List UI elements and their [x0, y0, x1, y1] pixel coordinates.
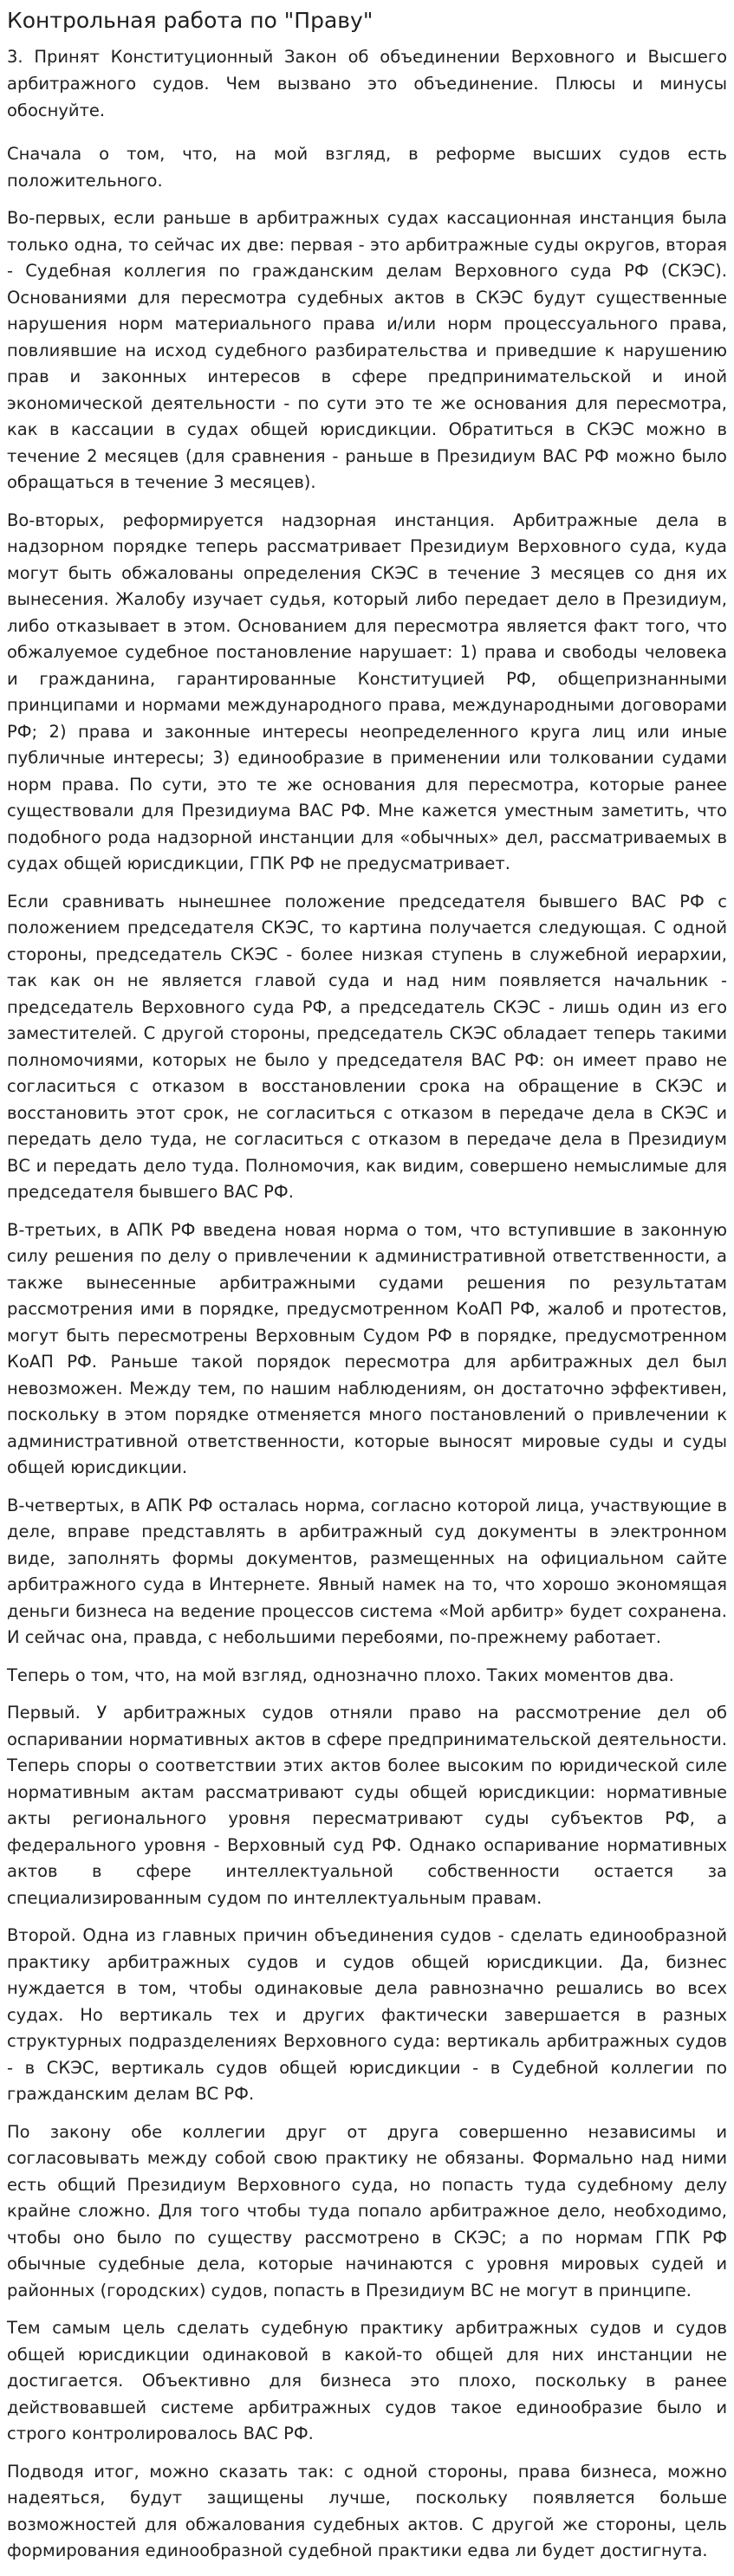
paragraph-third-point: В-третьих, в АПК РФ введена новая норма о том, что вступившие в законную силу решения по делу о привлечении к административной ответственности, а также вынесенные арбитражными судами решения по результатам рассмотрения ими в порядке, предусмотренном КоАП РФ, жалоб и протестов, могут быть пересмотрены Верховным Судом РФ в порядке, предусмотренном КоАП РФ. Раньше такой порядок пересмотра для арбитражных дел был невозможен. Между тем, по нашим наблюдениям, он достаточно эффективен, поскольку в этом порядке отменяется много постановлений о привлечении к административной ответственности, которые выносят мировые суды и суды общей юрисдикции.: [7, 1219, 727, 1477]
paragraph-conclusion: Подводя итог, можно сказать так: с одной стороны, права бизнеса, можно надеяться, будут защищены лучше, поскольку появляется больше возможностей для обжалования судебных актов. С другой же стороны, цель формирования единообразной судебной практики едва ли будет достигнута.: [7, 2461, 727, 2560]
paragraph-collegia-independence: По закону обе коллегии друг от друга совершенно независимы и согласовывать между собой свою практику не обязаны. Формально над ними есть общий Президиум Верховного суда, но попасть туда судебному делу крайне сложно. Для того чтобы туда попало арбитражное дело, необходимо, чтобы оно было по существу рассмотрено в СКЭС; а по нормам ГПК РФ обычные судебные дела, которые начинаются с уровня мировых судей и районных (городских) судов, попасть в Президиум ВС не могут в принципе.: [7, 2121, 727, 2300]
paragraph-intro: Сначала о том, что, на мой взгляд, в реформе высших судов есть положительного.: [7, 144, 727, 191]
document-title: Контрольная работа по "Праву": [7, 8, 373, 33]
paragraph-second-point: Во-вторых, реформируется надзорная инстанция. Арбитражные дела в надзорном порядке теперь рассматривает Президиум Верховного суда, куда могут быть обжалованы определения СКЭС в течение 3 месяцев со дня их вынесения. Жалобу изучает судья, который либо передает дело в Президиум, либо отказывает в этом. Основанием для пересмотра является факт того, что обжалуемое судебное постановление нарушает: 1) права и свободы человека и гражданина, гарантированные Конституцией РФ, общепризнанными принципами и нормами международного права, международными договорами РФ; 2) права и законные интересы неопределенного круга лиц или иные публичные интересы; 3) единообразие в применении или толковании судами норм права. По сути, это те же основания для пересмотра, которые ранее существовали для Президиума ВАС РФ. Мне кажется уместным заметить, что подобного рода надзорной инстанции для «обычных» дел, рассматриваемых в судах общей юрисдикции, ГПК РФ не предусматривает.: [7, 509, 727, 873]
paragraph-first-point: Во-первых, если раньше в арбитражных судах кассационная инстанция была только одна, то сейчас их две: первая - это арбитражные суды округов, вторая - Судебная коллегия по гражданским делам Верховного суда РФ (СКЭС). Основаниями для пересмотра судебных актов в СКЭС будут существенные нарушения норм материального права и/или норм процессуального права, повлиявшие на исход судебного разбирательства и приведшие к нарушению прав и законных интересов в сфере предпринимательской и иной экономической деятельности - по сути это те же основания для пересмотра, как в кассации в судах общей юрисдикции. Обратиться в СКЭС можно в течение 2 месяцев (для сравнения - раньше в Президиум ВАС РФ можно было обращаться в течение 3 месяцев).: [7, 208, 727, 492]
paragraph-negative-second: Второй. Одна из главных причин объединения судов - сделать единообразной практику арбитражных судов и судов общей юрисдикции. Да, бизнес нуждается в том, чтобы одинаковые дела равнозначно решались во всех судах. Но вертикаль тех и других фактически завершается в разных структурных подразделениях Верховного суда: вертикаль арбитражных судов - в СКЭС, вертикаль судов общей юрисдикции - в Судебной коллегии по гражданским делам ВС РФ.: [7, 1925, 727, 2104]
question-text: 3. Принят Конституционный Закон об объединении Верховного и Высшего арбитражного судов. Чем вызвано это объединение. Плюсы и минусы обоснуйте.: [7, 47, 727, 120]
paragraph-chairman-comparison: Если сравнивать нынешнее положение председателя бывшего ВАС РФ с положением председателя СКЭС, то картина получается следующая. С одной стороны, председатель СКЭС - более низкая ступень в служебной иерархии, так как он не является главой суда и над ним появляется начальник - председатель Верховного суда РФ, а председатель СКЭС - лишь один из его заместителей. С другой стороны, председатель СКЭС обладает теперь такими полномочиями, которых не было у председателя ВАС РФ: он имеет право не согласиться с отказом в восстановлении срока на обращение в СКЭС и восстановить этот срок, не согласиться с отказом в передаче дела в СКЭС и передать дело туда, не согласиться с отказом в передаче дела в Президиум ВС и передать дело туда. Полномочия, как видим, совершено немыслимые для председателя бывшего ВАС РФ.: [7, 891, 727, 1202]
paragraph-goal-not-achieved: Тем самым цель сделать судебную практику арбитражных судов и судов общей юрисдикции одинаковой в какой-то общей для них инстанции не достигается. Объективно для бизнеса это плохо, поскольку в ранее действовавшей системе арбитражных судов такое единообразие было и строго контролировалось ВАС РФ.: [7, 2318, 727, 2443]
paragraph-negative-first: Первый. У арбитражных судов отняли право на рассмотрение дел об оспаривании нормативных актов в сфере предпринимательской деятельности. Теперь споры о соответствии этих актов более высоким по юридической силе нормативным актам рассматривают суды общей юрисдикции: нормативные акты регионального уровня пересматривают суды субъектов РФ, а федерального уровня - Верховный суд РФ. Однако оспаривание нормативных актов в сфере интеллектуальной собственности остается за специализированным судом по интеллектуальным правам.: [7, 1703, 727, 1908]
paragraph-fourth-point: В-четвертых, в АПК РФ осталась норма, согласно которой лица, участвующие в деле, вправе представлять в арбитражный суд документы в электронном виде, заполнять формы документов, размещенных на официальном сайте арбитражного суда в Интернете. Явный намек на то, что хорошо экономящая деньги бизнеса на ведение процессов система «Мой арбитр» будет сохранена. И сейчас она, правда, с небольшими перебоями, по-прежнему работает.: [7, 1495, 727, 1647]
paragraph-negatives-intro: Теперь о том, что, на мой взгляд, однозначно плохо. Таких моментов два.: [7, 1664, 674, 1685]
